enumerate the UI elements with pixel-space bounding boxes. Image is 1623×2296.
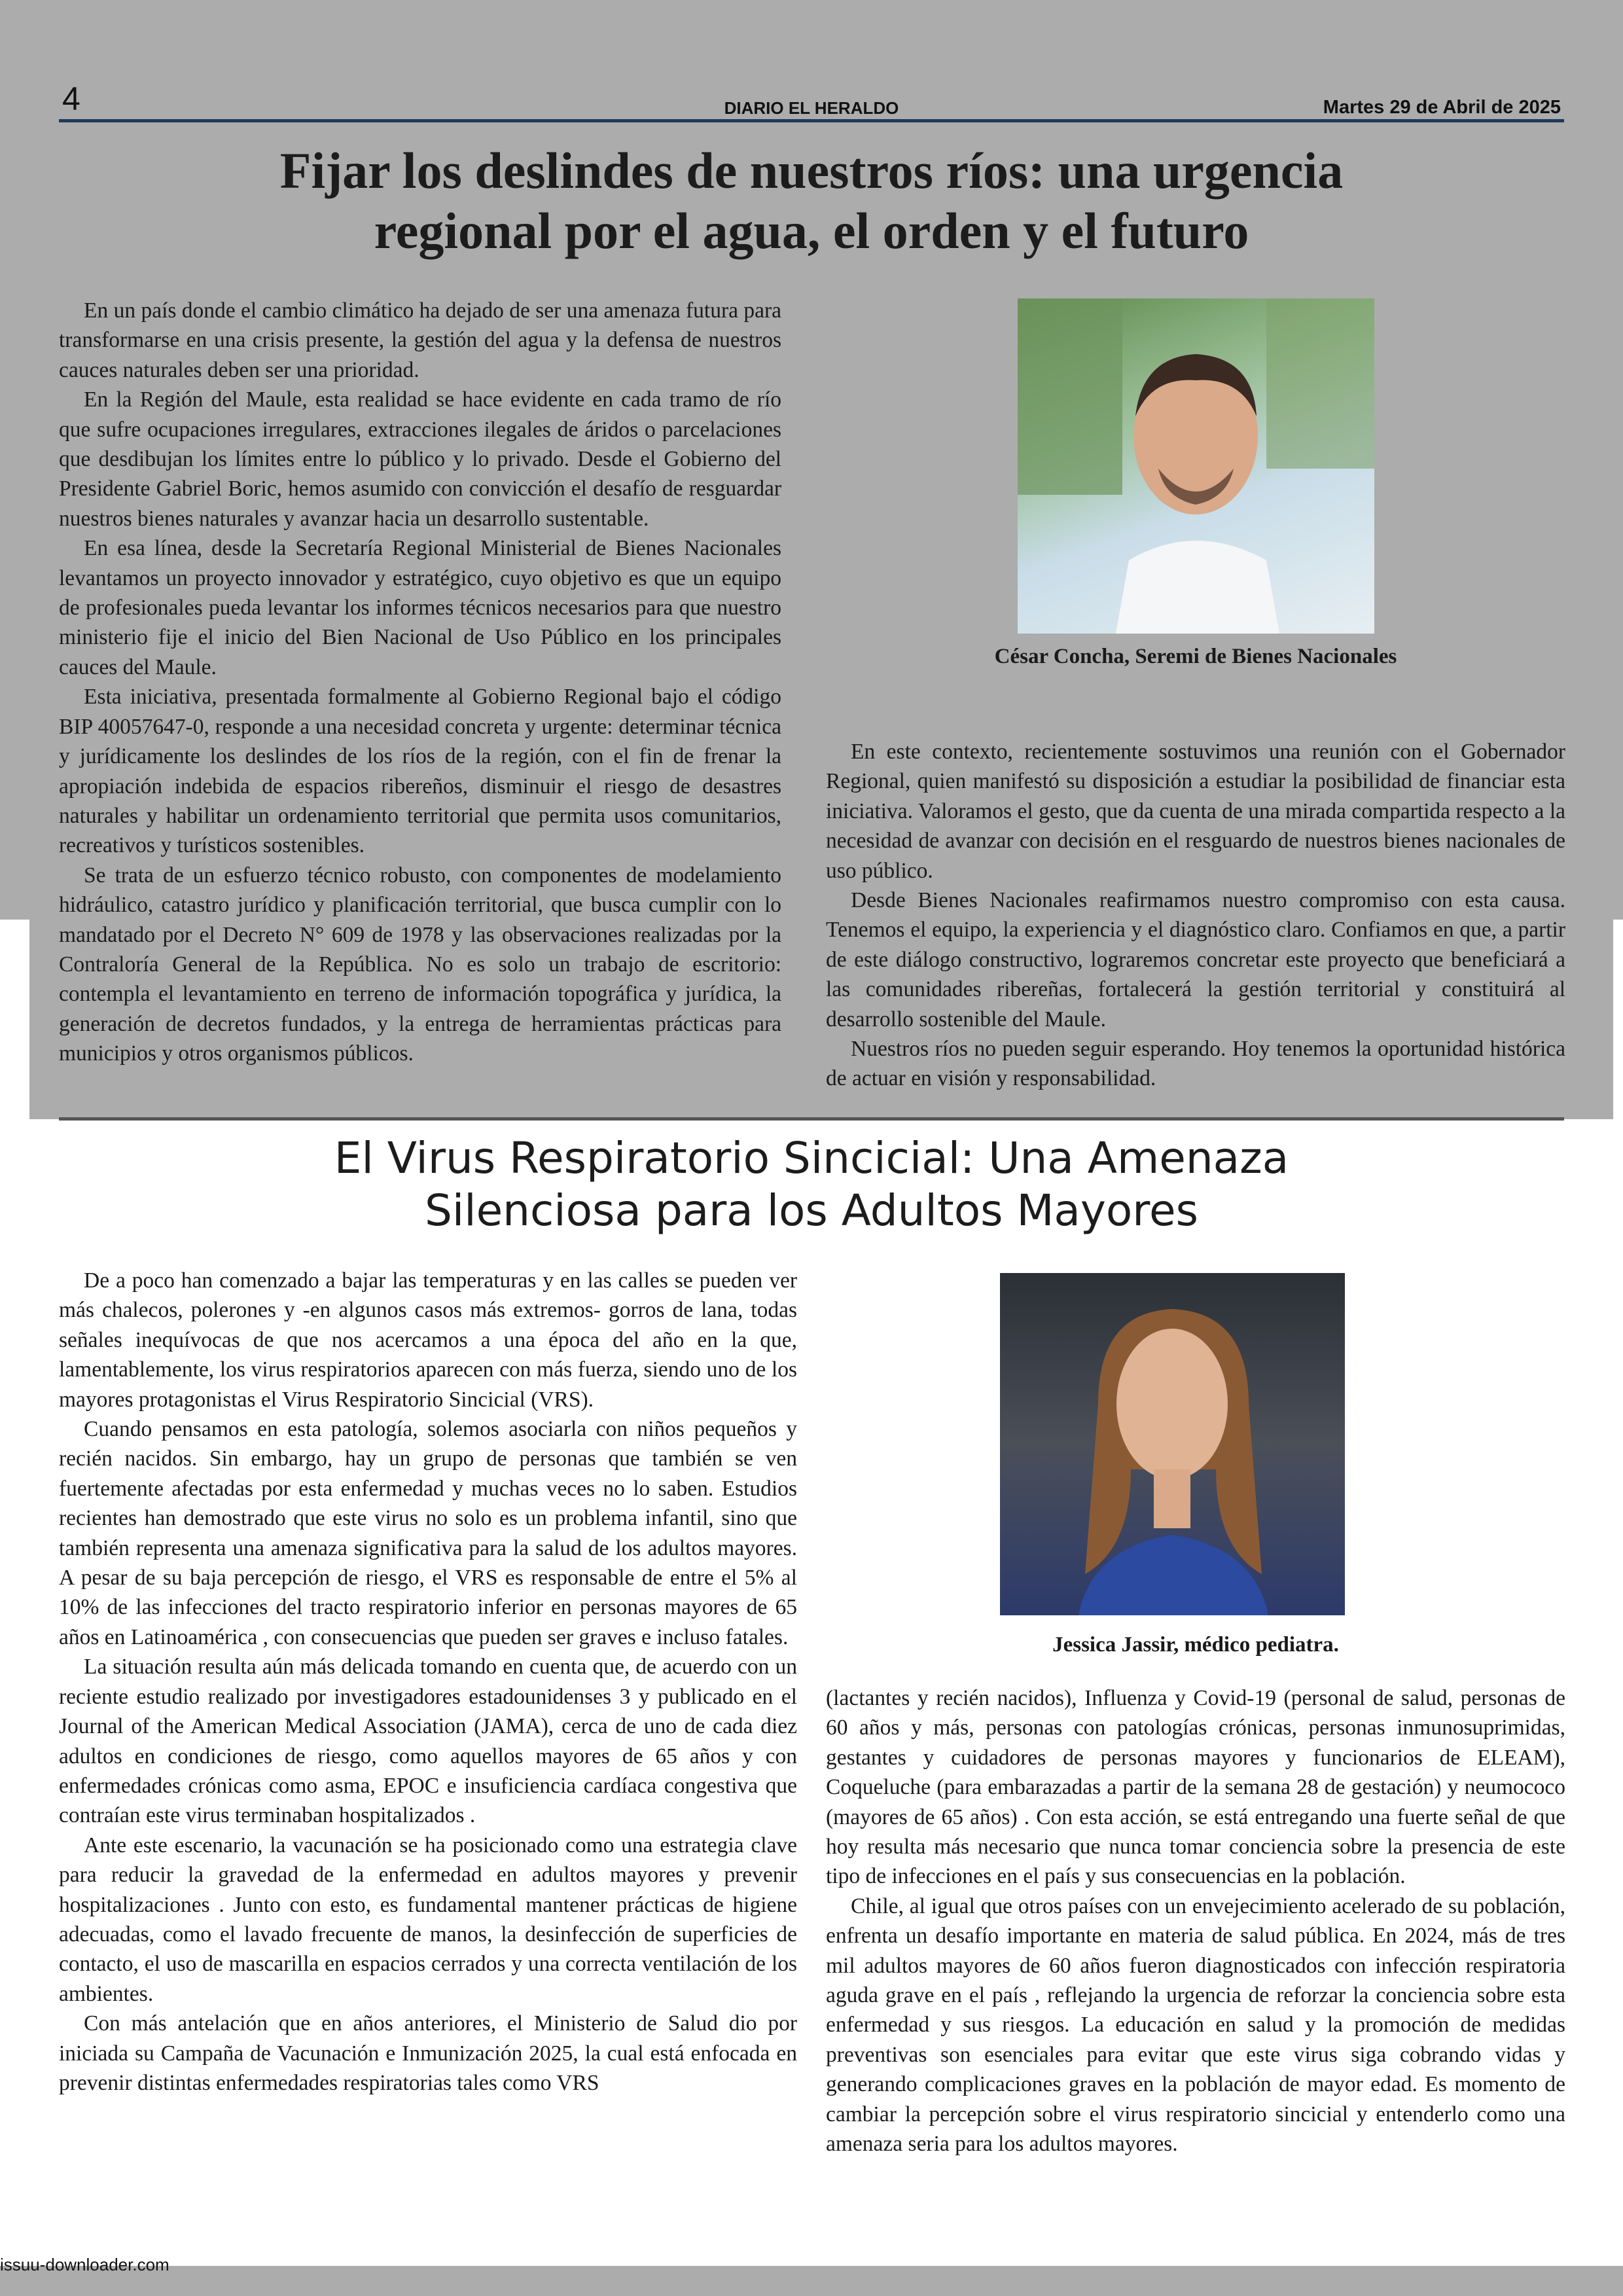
article1-paragraph: Nuestros ríos no pueden seguir esperando. Hoy tenemos la oportunidad histórica de actuar en visión y responsabilidad. [826,1037,1565,1091]
article1-column1 [59,296,781,1069]
article2-paragraph: Chile, al igual que otros países con un envejecimiento acelerado de su población, enfrenta un desafío importante en materia de salud pública. En 2024, más de tres mil adultos mayores de 60 años fueron diagnosticados con infección respiratoria aguda grave en el país , reflejando la urgencia de reforzar la conciencia sobre esta enfermedad y sus riesgos. La educación en salud y la promoción de medidas preventivas son esenciales para evitar que este virus siga cobrando vidas y generando complicaciones graves en la población de mayor edad. Es momento de cambiar la percepción sobre el virus respiratorio sincicial y entenderlo como una amenaza seria para los adultos mayores. [826,1893,1565,2157]
article1-paragraph: En esa línea, desde la Secretaría Regional Ministerial de Bienes Nacionales levantamos un proyecto innovador y estratégico, cuyo objetivo es que un equipo de profesionales pueda levantar los informes técnicos necesarios para que nuestro ministerio fije el inicio del Bien Nacional de Uso Público en los principales cauces del Maule. [59,536,781,679]
header-rule [59,119,1564,122]
article1-paragraph: Se trata de un esfuerzo técnico robusto, con componentes de modelamiento hidráulico, catastro jurídico y planificación territorial, que busca cumplir con lo mandatado por el Decreto N° 609 de 1978 y las observaciones realizadas por la Contraloría General de la República. No es solo un trabajo de escritorio: contempla el levantamiento en terreno de información topográfica y jurídica, la generación de decretos fundados, y la entrega de herramientas prácticas para municipios y otros organismos públicos. [59,863,781,1066]
article1-paragraph: Esta iniciativa, presentada formalmente al Gobierno Regional bajo el código BIP 40057647-0, responde a una necesidad concreta y urgente: determinar técnica y jurídicamente los deslindes de los ríos de la región, con el fin de frenar la apropiación indebida de espacios ribereños, disminuir el riesgo de desastres naturales y habilitar un ordenamiento territorial que permita usos comunitarios, recreativos y turísticos sostenibles. [59,685,781,858]
page-number: 4 [62,81,80,117]
article2-headline [131,1132,1492,1237]
article2-paragraph: Ante este escenario, la vacunación se ha posicionado como una estrategia clave para reducir la gravedad de la enfermedad en adultos mayores y prevenir hospitalizaciones . Junto con esto, es fundamental mantener prácticas de higiene adecuadas, como el lavado frecuente de manos, la desinfección de superficies de contacto, el uso de mascarilla en espacios cerrados y una correcta ventilación de los ambientes. [59,1833,797,2006]
bottom-margin-band [0,2266,1623,2296]
article1-headline [131,141,1492,261]
article1-paragraph: Desde Bienes Nacionales reafirmamos nuestro compromiso con esta causa. Tenemos el equipo, la experiencia y el diagnóstico claro. Confiamos en que, a partir de este diálogo constructivo, lograremos concretar este proyecto que beneficiará a las comunidades ribereñas, fortalecerá la gestión territorial y constituirá al desarrollo sostenible del Maule. [826,888,1565,1031]
article2-photo-caption: Jessica Jassir, médico pediatra. [1052,1633,1339,1657]
issue-date: Martes 29 de Abril de 2025 [1323,97,1561,118]
article2-paragraph: Cuando pensamos en esta patología, solemos asociarla con niños pequeños y recién nacidos. Sin embargo, hay un grupo de personas que también se ven fuertemente afectadas por esta enfermedad y muchas veces no lo saben. Estudios recientes han demostrado que este virus no solo es un problema infantil, sino que también representa una amenaza significativa para la salud de los adultos mayores. A pesar de su baja percepción de riesgo, el VRS es responsable de entre el 5% al 10% de las infecciones del tracto respiratorio inferior en personas mayores de 65 años en Latinoamérica , con consecuencias que pueden ser graves e incluso fatales. [59,1417,797,1649]
article2-paragraph: Con más antelación que en años anteriores, el Ministerio de Salud dio por iniciada su Campaña de Vacunación e Inmunización 2025, la cual está enfocada en prevenir distintas enfermedades respiratorias tales como VRS [59,2011,797,2095]
watermark: issuu-downloader.com [0,2255,169,2274]
newspaper-name: DIARIO EL HERALDO [724,98,899,118]
article1-paragraph: En la Región del Maule, esta realidad se hace evidente en cada tramo de río que sufre ocupaciones irregulares, extracciones ilegales de áridos o parcelaciones que desdibujan los límites entre lo público y lo privado. Desde el Gobierno del Presidente Gabriel Boric, hemos asumido con convicción el desafío de resguardar nuestros bienes naturales y avanzar hacia un desarrollo sustentable. [59,387,781,531]
article-divider [59,1117,1564,1121]
article1-paragraph: En un país donde el cambio climático ha dejado de ser una amenaza futura para transformarse en una crisis presente, la gestión del agua y la defensa de nuestros cauces naturales deben ser una prioridad. [59,298,781,382]
article1-paragraph: En este contexto, recientemente sostuvimos una reunión con el Gobernador Regional, quien manifestó su disposición a estudiar la posibilidad de financiar esta iniciativa. Valoramos el gesto, que da cuenta de una mirada compartida respecto a la necesidad de avanzar con decisión en el resguardo de nuestros bienes nacionales de uso público. [826,740,1565,883]
article2-column1 [59,1266,797,2098]
article2-headline-line2: Silenciosa para los Adultos Mayores [425,1185,1198,1236]
article2-paragraph-continued: (lactantes y recién nacidos), Influenza y Covid-19 (personal de salud, personas de 60 años y más, personas con patologías crónicas, personas inmunosuprimidas, gestantes y cuidadores de personas mayores y funcionarios de ELEAM), Coqueluche (para embarazadas a partir de la semana 28 de gestación) y neumococo (mayores de 65 años) . Con esta acción, se está entregando una fuerte señal de que hoy resulta más necesario que nunca tomar conciencia sobre la presencia de este tipo de infecciones en el país y sus consecuencias en la población. [826,1686,1565,1889]
article1-headline-line2: regional por el agua, el orden y el futuro [374,202,1249,259]
article2-column2 [826,1683,1565,2159]
article1-column2 [826,737,1565,1094]
article2-paragraph: De a poco han comenzado a bajar las temperaturas y en las calles se pueden ver más chalecos, polerones y -en algunos casos más extremos- gorros de lana, todas señales inequívocas de que nos acercamos a una época del año en la que, lamentablemente, los virus respiratorios aparecen con más fuerza, siendo uno de los mayores protagonistas el Virus Respiratorio Sincicial (VRS). [59,1268,797,1412]
author-photo-jessica-jassir [1000,1273,1345,1615]
author-photo-cesar-concha [1018,298,1374,634]
article2-paragraph: La situación resulta aún más delicada tomando en cuenta que, de acuerdo con un reciente estudio realizado por investigadores estadounidenses 3 y publicado en el Journal of the American Medical Association (JAMA), cerca de uno de cada diez adultos en condiciones de riesgo, como aquellos mayores de 65 años y con enfermedades crónicas como asma, EPOC e insuficiencia cardíaca congestiva que contraían este virus terminaban hospitalizados . [59,1655,797,1828]
article1-photo-caption: César Concha, Seremi de Bienes Nacionales [994,645,1397,668]
article1-headline-line1: Fijar los deslindes de nuestros ríos: una urgencia [279,142,1344,199]
article2-headline-line1: El Virus Respiratorio Sincicial: Una Amenaza [334,1133,1289,1183]
